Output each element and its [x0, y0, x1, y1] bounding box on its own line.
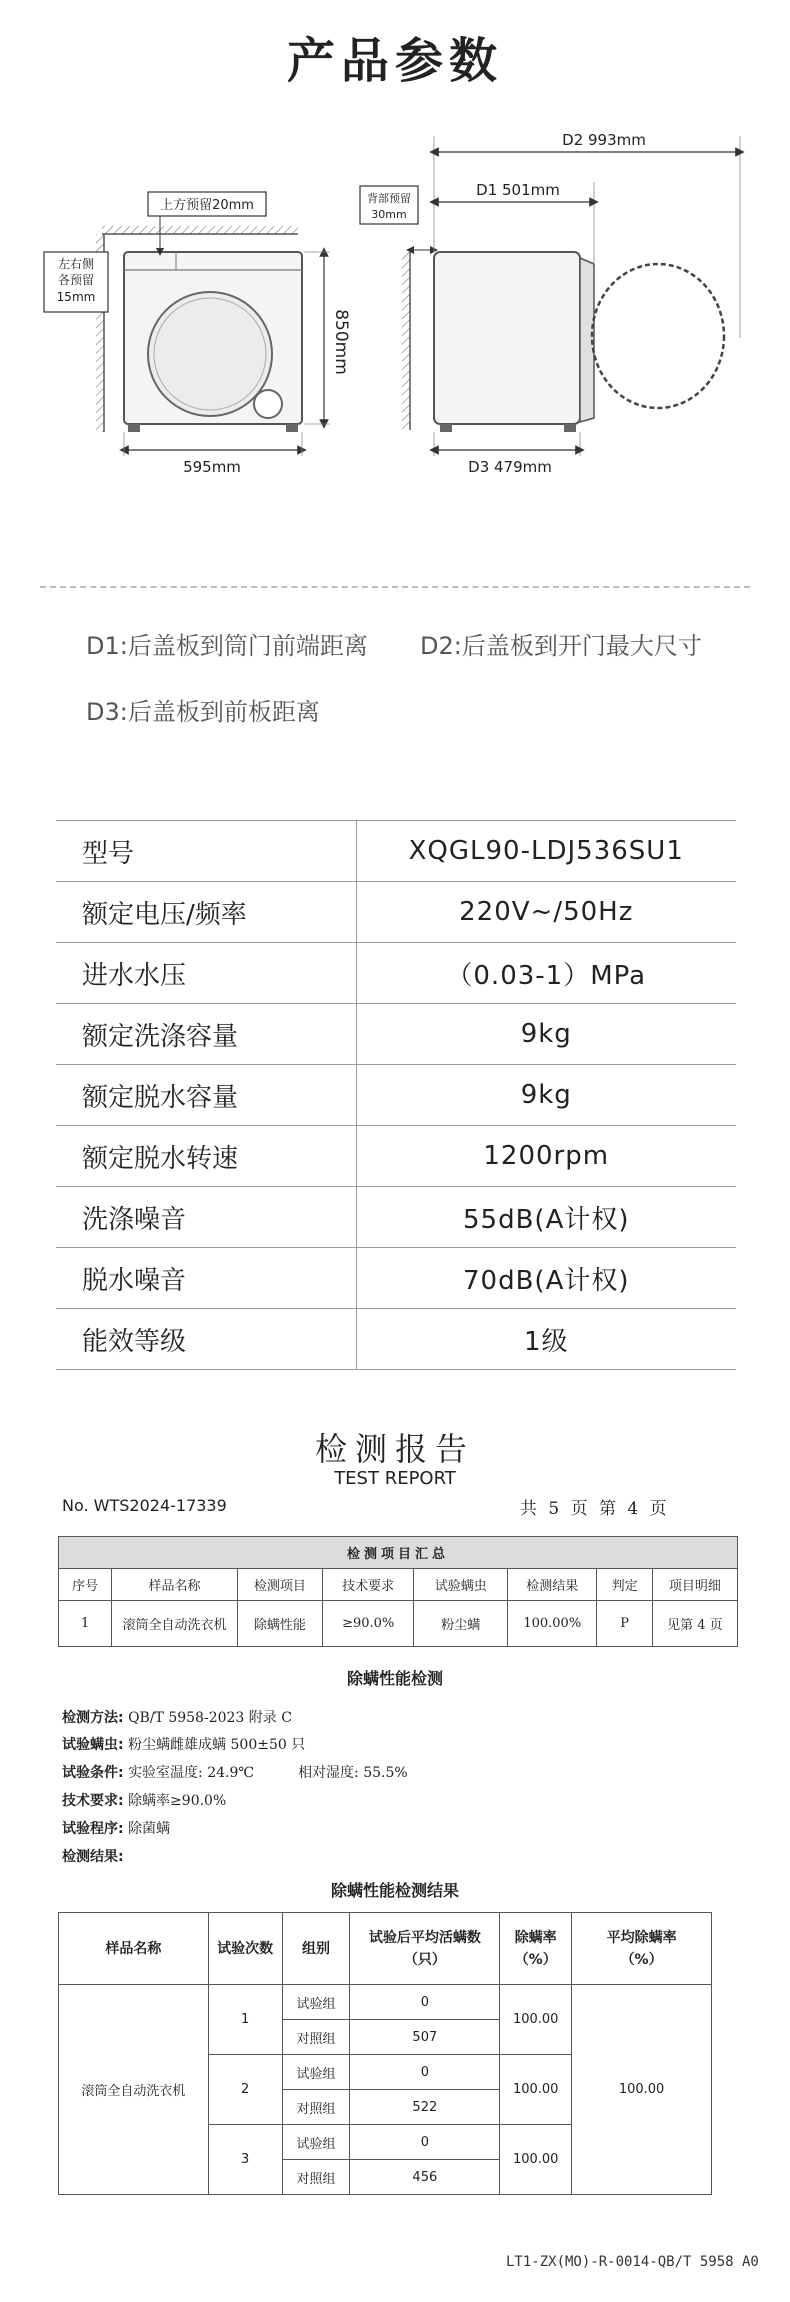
spec-value: 70dB(A计权)	[356, 1248, 736, 1309]
detail-row	[62, 1818, 170, 1838]
spec-label: 额定洗涤容量	[56, 1004, 356, 1065]
spec-row	[56, 882, 736, 943]
washer-side-body	[434, 252, 580, 424]
mites-control: 522	[350, 2090, 500, 2125]
spec-label: 能效等级	[56, 1309, 356, 1370]
summary-cell: 100.00%	[508, 1601, 597, 1647]
spec-value: 9kg	[356, 1004, 736, 1065]
report-title: 检测报告	[314, 1430, 475, 1468]
spec-row	[56, 1126, 736, 1187]
summary-caption: 检测项目汇总	[59, 1537, 738, 1569]
rate-header-line1: 除螨率	[514, 1929, 557, 1946]
removal-rate: 100.00	[500, 2055, 572, 2125]
summary-header: 技术要求	[322, 1569, 414, 1601]
trial-number: 3	[208, 2125, 282, 2195]
average-rate: 100.00	[572, 1985, 712, 2195]
group-control: 对照组	[282, 2090, 350, 2125]
back-wall-hatch	[402, 252, 410, 430]
detail-value: 除螨率≥90.0%	[128, 1793, 227, 1809]
summary-table	[58, 1536, 738, 1647]
side-gap-label-2: 各预留	[57, 273, 95, 287]
report-page-info: 共 5 页 第 4 页	[520, 1499, 670, 1519]
back-gap-label-2: 30mm	[371, 208, 407, 221]
ceiling-hatch	[102, 226, 298, 234]
mites-header-line1: 试验后平均活螨数	[368, 1929, 481, 1946]
spec-row	[56, 1187, 736, 1248]
dimension-drawing	[0, 118, 790, 558]
group-test: 试验组	[282, 1985, 350, 2020]
removal-rate: 100.00	[500, 1985, 572, 2055]
summary-header: 样品名称	[112, 1569, 238, 1601]
detail-row	[62, 1846, 124, 1866]
group-control: 对照组	[282, 2020, 350, 2055]
legend-d2: D2:后盖板到开门最大尺寸	[420, 632, 702, 660]
spec-value: （0.03-1）MPa	[356, 943, 736, 1004]
side-gap-label-3: 15mm	[56, 290, 96, 304]
spec-label: 脱水噪音	[56, 1248, 356, 1309]
spec-label: 额定电压/频率	[56, 882, 356, 943]
summary-cell: 1	[59, 1601, 112, 1647]
mites-test: 0	[350, 1985, 500, 2020]
spec-row	[56, 1065, 736, 1126]
report-number: No. WTS2024-17339	[62, 1496, 227, 1515]
spec-row	[56, 943, 736, 1004]
mites-header-line2: （只）	[403, 1951, 446, 1968]
summary-header: 试验螨虫	[414, 1569, 508, 1601]
trial-number: 2	[208, 2055, 282, 2125]
spec-value: 9kg	[356, 1065, 736, 1126]
spec-label: 额定脱水转速	[56, 1126, 356, 1187]
mites-test: 0	[350, 2125, 500, 2160]
rate-header-line2: （%）	[514, 1951, 557, 1968]
spec-label: 进水水压	[56, 943, 356, 1004]
spec-row	[56, 1309, 736, 1370]
legend-d1: D1:后盖板到筒门前端距离	[86, 632, 368, 660]
spec-table	[56, 820, 736, 1370]
page-title: 产品参数	[286, 33, 503, 89]
summary-cell: 滚筒全自动洗衣机	[112, 1601, 238, 1647]
results-table	[58, 1912, 712, 2195]
trial-number: 1	[208, 1985, 282, 2055]
spec-value: 55dB(A计权)	[356, 1187, 736, 1248]
spec-value: XQGL90-LDJ536SU1	[356, 821, 736, 882]
results-header: 组别	[282, 1913, 350, 1985]
spec-label: 洗涤噪音	[56, 1187, 356, 1248]
detail-label: 检测方法:	[62, 1710, 124, 1726]
spec-label: 额定脱水容量	[56, 1065, 356, 1126]
detail-extra: 相对湿度: 55.5%	[298, 1765, 408, 1781]
dimension-diagram	[0, 118, 790, 558]
top-gap-label: 上方预留20mm	[160, 198, 254, 213]
results-header: 试验次数	[208, 1913, 282, 1985]
results-header-avg	[572, 1913, 712, 1985]
dial-knob	[254, 390, 282, 418]
results-header: 样品名称	[59, 1913, 209, 1985]
detail-label: 技术要求:	[62, 1793, 124, 1809]
door-swing-arc	[592, 264, 724, 408]
summary-cell: P	[597, 1601, 652, 1647]
spec-label: 型号	[56, 821, 356, 882]
section-title: 除螨性能检测	[346, 1669, 443, 1688]
detail-row	[62, 1734, 305, 1754]
detail-value: 粉尘螨雌雄成螨 500±50 只	[128, 1737, 306, 1753]
detail-value: 除菌螨	[128, 1821, 171, 1837]
d1-label: D1 501mm	[476, 181, 560, 199]
detail-row	[62, 1762, 408, 1782]
spec-value: 220V~/50Hz	[356, 882, 736, 943]
results-header-rate	[500, 1913, 572, 1985]
side-gap-label-1: 左右侧	[57, 257, 95, 271]
summary-cell: ≥90.0%	[322, 1601, 414, 1647]
summary-cell: 见第 4 页	[652, 1601, 737, 1647]
legend-d3: D3:后盖板到前板距离	[86, 698, 320, 726]
group-control: 对照组	[282, 2160, 350, 2195]
mites-test: 0	[350, 2055, 500, 2090]
mites-control: 456	[350, 2160, 500, 2195]
sample-name: 滚筒全自动洗衣机	[59, 1985, 209, 2195]
spec-value: 1级	[356, 1309, 736, 1370]
detail-label: 试验程序:	[62, 1821, 124, 1837]
summary-header: 项目明细	[652, 1569, 737, 1601]
summary-cell: 除螨性能	[237, 1601, 322, 1647]
detail-label: 试验条件:	[62, 1765, 124, 1781]
detail-label: 检测结果:	[62, 1849, 124, 1865]
avg-header-line1: 平均除螨率	[606, 1929, 677, 1946]
spec-row	[56, 821, 736, 882]
summary-header: 序号	[59, 1569, 112, 1601]
report-subtitle: TEST REPORT	[334, 1468, 456, 1489]
width-label: 595mm	[183, 458, 241, 476]
detail-value: 实验室温度: 24.9℃	[128, 1765, 255, 1781]
spec-row	[56, 1004, 736, 1065]
results-title: 除螨性能检测结果	[330, 1881, 459, 1900]
d3-label: D3 479mm	[468, 458, 552, 476]
results-header-mites	[350, 1913, 500, 1985]
detail-row	[62, 1707, 292, 1727]
door-circle	[148, 292, 272, 416]
summary-header: 判定	[597, 1569, 652, 1601]
mites-control: 507	[350, 2020, 500, 2055]
height-label: 850mm	[331, 309, 351, 375]
d2-label: D2 993mm	[562, 131, 646, 149]
spec-row	[56, 1248, 736, 1309]
summary-header: 检测结果	[508, 1569, 597, 1601]
detail-row	[62, 1790, 226, 1810]
spec-value: 1200rpm	[356, 1126, 736, 1187]
detail-label: 试验螨虫:	[62, 1737, 124, 1753]
detail-value: QB/T 5958-2023 附录 C	[128, 1710, 292, 1726]
summary-cell: 粉尘螨	[414, 1601, 508, 1647]
avg-header-line2: （%）	[620, 1951, 663, 1968]
removal-rate: 100.00	[500, 2125, 572, 2195]
footer-code: LT1-ZX(MO)-R-0014-QB/T 5958 A0	[506, 2254, 759, 2270]
summary-header: 检测项目	[237, 1569, 322, 1601]
group-test: 试验组	[282, 2055, 350, 2090]
back-gap-label-1: 背部预留	[367, 192, 411, 205]
group-test: 试验组	[282, 2125, 350, 2160]
section-divider	[40, 586, 750, 588]
